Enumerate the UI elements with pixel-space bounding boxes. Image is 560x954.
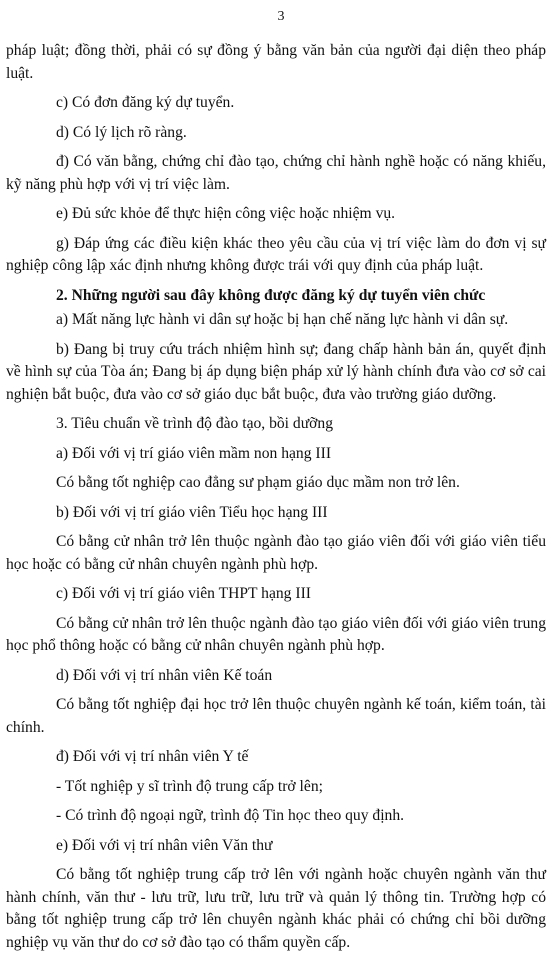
clause-e: e) Đủ sức khỏe để thực hiện công việc hoặc nhiệm vụ.: [56, 205, 396, 222]
section-3-item-c-text: Có bằng cử nhân trở lên thuộc ngành đào tạo giáo viên đối với giáo viên trung học phổ thông hoặc có bằng cử nhân chuyên ngành phù hợp.: [6, 614, 546, 654]
section-2-clause-b: b) Đang bị truy cứu trách nhiệm hình sự; đang chấp hành bản án, quyết định về hình sự của Tòa án; Đang bị áp dụng biện pháp xử lý hành chính đưa vào cơ sở cai nghiện bắt buộc, đưa vào cơ sở giáo dục bắt buộc, đưa vào trường giáo dưỡng.: [6, 340, 546, 403]
section-3-item-e-heading: e) Đối với vị trí nhân viên Văn thư: [56, 836, 273, 854]
clause-g: g) Đáp ứng các điều kiện khác theo yêu cầu của vị trí việc làm do đơn vị sự nghiệp công lập xác định nhưng không được trái với quy định của pháp luật.: [6, 234, 546, 274]
page-number: 3: [277, 9, 285, 24]
section-3-item-b-text: Có bằng cử nhân trở lên thuộc ngành đào tạo giáo viên đối với giáo viên tiểu học hoặc có bằng cử nhân chuyên ngành phù hợp.: [6, 533, 546, 573]
section-3-item-d-heading: d) Đối với vị trí nhân viên Kế toán: [56, 666, 273, 684]
section-3-item-d-text: Có bằng tốt nghiệp đại học trở lên thuộc chuyên ngành kế toán, kiểm toán, tài chính.: [6, 696, 546, 736]
section-3-item-a-heading: a) Đối với vị trí giáo viên mầm non hạng III: [56, 444, 332, 462]
clause-dd: đ) Có văn bằng, chứng chỉ đào tạo, chứng chỉ hành nghề hoặc có năng khiếu, kỹ năng phù hợp với vị trí việc làm.: [6, 153, 546, 193]
section-3-item-dd-heading: đ) Đối với vị trí nhân viên Y tế: [56, 748, 249, 765]
section-3-heading: 3. Tiêu chuẩn về trình độ đào tạo, bồi dưỡng: [56, 415, 334, 432]
section-3-item-dd-bullet-1: - Tốt nghiệp y sĩ trình độ trung cấp trở lên;: [56, 777, 323, 795]
clause-c: c) Có đơn đăng ký dự tuyển.: [56, 94, 235, 111]
section-3-item-a-text: Có bằng tốt nghiệp cao đẳng sư phạm giáo dục mầm non trở lên.: [56, 474, 460, 491]
section-2-heading: 2. Những người sau đây không được đăng ký dự tuyển viên chức: [56, 286, 486, 304]
section-2-clause-a: a) Mất năng lực hành vi dân sự hoặc bị hạn chế năng lực hành vi dân sự.: [56, 311, 509, 328]
paragraph-continuation: pháp luật; đồng thời, phải có sự đồng ý bằng văn bản của người đại diện theo pháp luật.: [6, 42, 546, 82]
section-3-item-dd-bullet-2: - Có trình độ ngoại ngữ, trình độ Tin học theo quy định.: [56, 807, 405, 824]
section-3-item-c-heading: c) Đối với vị trí giáo viên THPT hạng III: [56, 585, 311, 602]
section-3-item-e-text: Có bằng tốt nghiệp trung cấp trở lên với ngành hoặc chuyên ngành văn thư hành chính, văn thư - lưu trữ, lưu trữ, lưu trữ và quản lý thông tin. Trường hợp có bằng tốt nghiệp trung cấp trở lên chuyên ngành khác phải có chứng chỉ bồi dưỡng nghiệp vụ văn thư do cơ sở đào tạo có thẩm quyền cấp.: [6, 866, 546, 951]
section-3-item-b-heading: b) Đối với vị trí giáo viên Tiểu học hạng III: [56, 503, 328, 521]
clause-d: d) Có lý lịch rõ ràng.: [56, 123, 187, 141]
